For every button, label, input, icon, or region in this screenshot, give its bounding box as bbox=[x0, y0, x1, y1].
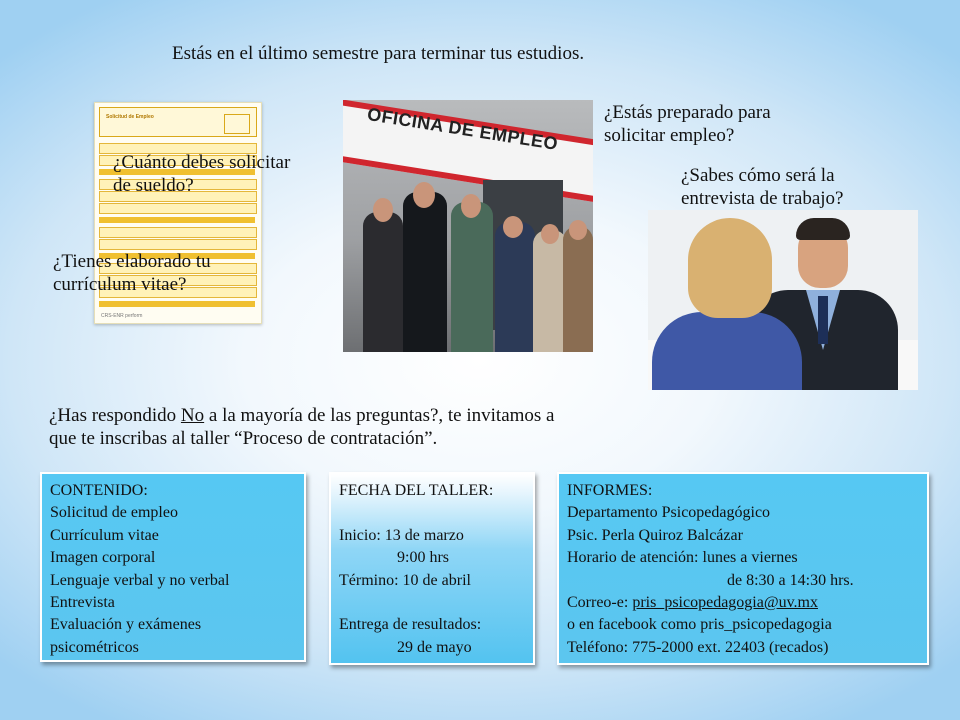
fecha-taller-box bbox=[329, 472, 535, 665]
fecha-termino: Término: 10 de abril bbox=[339, 571, 471, 589]
question-entrevista-line1: ¿Sabes cómo será la bbox=[681, 165, 835, 186]
form-footer: CRS-ENR perform bbox=[101, 313, 143, 319]
question-curriculum-line2: currículum vitae? bbox=[53, 274, 187, 295]
invitation-line1 bbox=[49, 404, 619, 427]
fecha-inicio: Inicio: 13 de marzo bbox=[339, 526, 464, 544]
email-link[interactable]: pris_psicopedagogia@uv.mx bbox=[632, 594, 818, 612]
informes-box bbox=[557, 472, 929, 665]
question-entrevista-line2: entrevista de trabajo? bbox=[681, 188, 844, 209]
question-preparado-line1: ¿Estás preparado para bbox=[604, 102, 771, 123]
informes-horario: Horario de atención: lunes a viernes bbox=[567, 549, 798, 567]
headline: Estás en el último semestre para terminar tus estudios. bbox=[172, 43, 585, 64]
informes-telefono: Teléfono: 775-2000 ext. 22403 (recados) bbox=[567, 638, 829, 656]
contenido-item: Currículum vitae bbox=[50, 526, 159, 544]
fecha-hora: 9:00 hrs bbox=[397, 549, 449, 567]
question-preparado-line2: solicitar empleo? bbox=[604, 125, 735, 146]
question-curriculum bbox=[53, 250, 211, 296]
informes-responsable: Psic. Perla Quiroz Balcázar bbox=[567, 526, 743, 544]
informes-departamento: Departamento Psicopedagógico bbox=[567, 504, 771, 522]
contenido-item: psicométricos bbox=[50, 638, 139, 656]
form-title: Solicitud de Empleo bbox=[106, 114, 154, 120]
invitation-text: ¿Has respondido No a la mayoría de las preguntas?, te invitamos a bbox=[49, 405, 555, 426]
contenido-box bbox=[40, 472, 306, 662]
informes-title: INFORMES: bbox=[567, 482, 653, 499]
question-sueldo bbox=[113, 151, 290, 197]
no-emphasis: No bbox=[180, 405, 205, 426]
invitation-paragraph bbox=[49, 404, 621, 450]
question-sueldo-line2: de sueldo? bbox=[113, 175, 194, 196]
question-curriculum-line1: ¿Tienes elaborado tu bbox=[53, 251, 211, 272]
question-sueldo-line1: ¿Cuánto debes solicitar bbox=[113, 152, 291, 173]
fecha-entrega: Entrega de resultados: bbox=[339, 616, 482, 634]
contenido-item: Solicitud de empleo bbox=[50, 504, 178, 522]
contenido-item: Lenguaje verbal y no verbal bbox=[50, 571, 230, 589]
fecha-entrega-date: 29 de mayo bbox=[397, 638, 472, 656]
invitation-line2: que te inscribas al taller “Proceso de contratación”. bbox=[49, 428, 438, 449]
fecha-title: FECHA DEL TALLER: bbox=[339, 482, 494, 499]
informes-correo-line: Correo-e: pris_psicopedagogia@uv.mx bbox=[567, 594, 818, 612]
office-sign-text: OFICINA DE EMPLEO bbox=[365, 104, 560, 154]
contenido-title: CONTENIDO: bbox=[50, 482, 148, 499]
job-interview-photo bbox=[648, 210, 918, 390]
informes-facebook: o en facebook como pris_psicopedagogia bbox=[567, 616, 832, 634]
informes-horario-hours: de 8:30 a 14:30 hrs. bbox=[727, 571, 854, 589]
contenido-item: Imagen corporal bbox=[50, 549, 156, 567]
employment-office-photo bbox=[343, 100, 593, 352]
question-entrevista bbox=[681, 164, 843, 210]
question-preparado bbox=[604, 101, 771, 147]
contenido-item: Entrevista bbox=[50, 594, 115, 612]
contenido-item: Evaluación y exámenes bbox=[50, 616, 202, 634]
